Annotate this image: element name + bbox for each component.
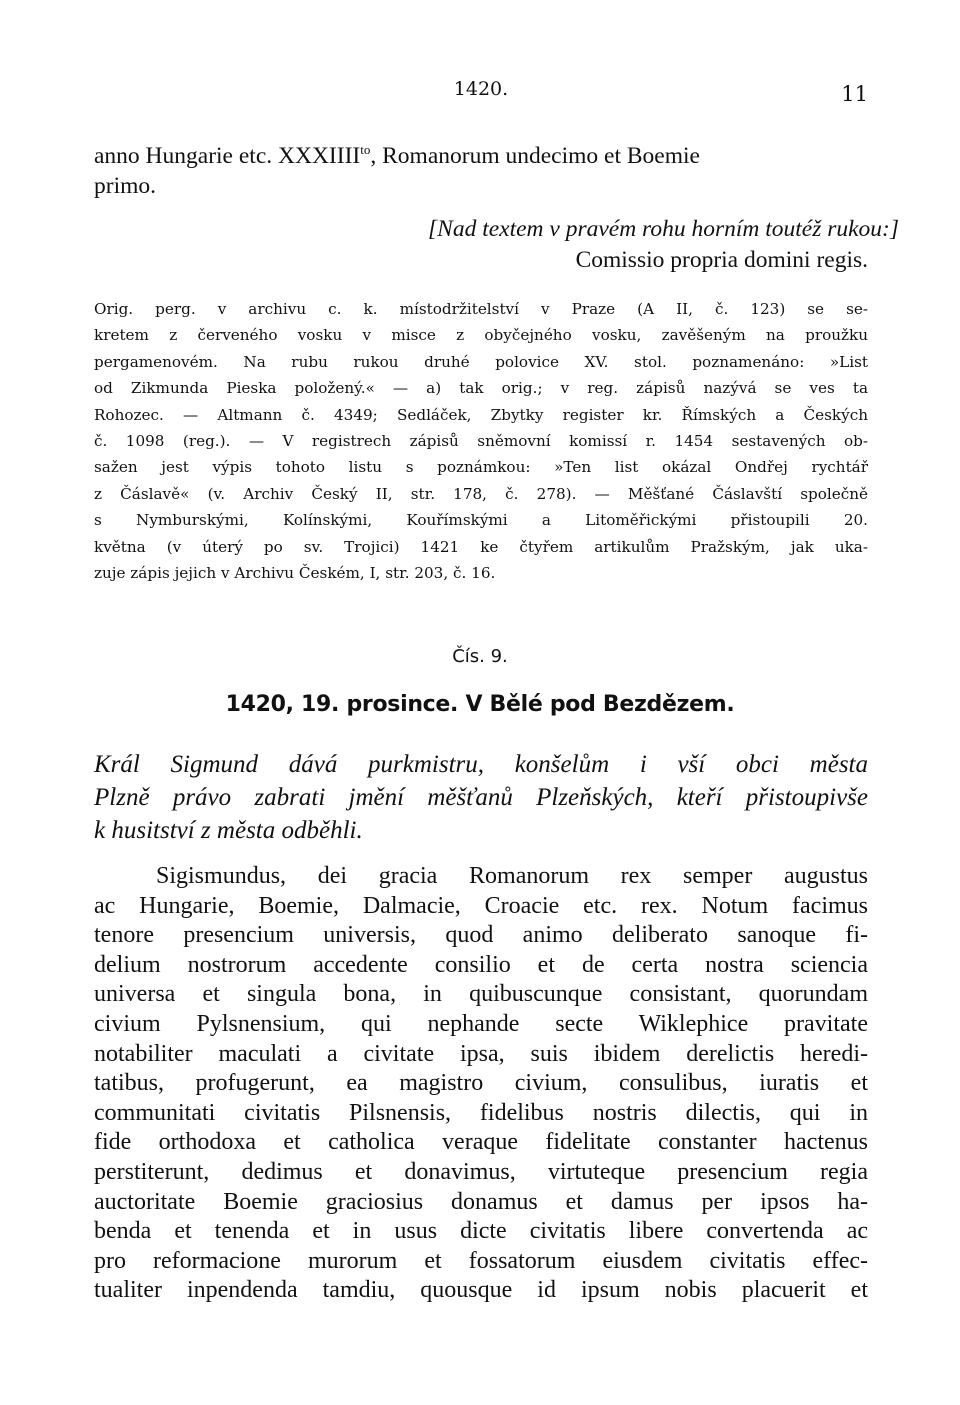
running-head xyxy=(94,78,868,108)
body-line: pro reformacione murorum et fossatorum eiusdem civitatis effec- xyxy=(94,1247,868,1274)
page-year: 1420. xyxy=(453,78,509,100)
body-line: tatibus, profugerunt, ea magistro civium, consulibus, iuratis et xyxy=(94,1070,868,1097)
document-heading: 1420, 19. prosince. V Bělé pod Bezdězem. xyxy=(225,692,735,717)
regest-line: k husitství z města odběhli. xyxy=(94,817,363,844)
note-line: Orig. perg. v archivu c. k. místodržitelství v Praze (A II, č. 123) se se- xyxy=(94,300,868,318)
note-line: s Nymburskými, Kolínskými, Kouřímskými a Litoměřickými přistoupili 20. xyxy=(94,511,868,530)
note-line: zuje zápis jejich v Archivu Českém, I, str. 203, č. 16. xyxy=(94,564,496,583)
source-notes xyxy=(94,296,868,586)
regest xyxy=(94,748,868,847)
note-line: kretem z červeného vosku v misce z obyčejného vosku, zavěšeným na proužku xyxy=(94,326,868,345)
endorsement-text: Comissio propria domini regis. xyxy=(575,247,868,273)
previous-document-closing xyxy=(94,142,868,201)
body-line: ac Hungarie, Boemie, Dalmacie, Croacie etc. rex. Notum facimus xyxy=(94,892,868,919)
body-line: universa et singula bona, in quibuscunque consistant, quorundam xyxy=(94,981,868,1008)
body-line: notabiliter maculati a civitate ipsa, suis ibidem derelictis heredi- xyxy=(94,1040,868,1067)
regest-line: Král Sigmund dává purkmistru, konšelům i vší obci města xyxy=(94,751,868,778)
body-line: auctoritate Boemie graciosius donamus et damus per ipsos ha- xyxy=(94,1188,868,1215)
note-line: Rohozec. — Altmann č. 4349; Sedláček, Zbytky register kr. Římských a Českých xyxy=(94,405,868,424)
note-line: května (v úterý po sv. Trojici) 1421 ke čtyřem artikulům Pražským, jak uka- xyxy=(94,537,868,556)
body-line: tualiter inpendenda tamdiu, quousque id ipsum nobis placuerit et xyxy=(94,1277,868,1304)
body-line: benda et tenenda et in usus dicte civitatis libere convertenda ac xyxy=(94,1218,868,1245)
note-line: sažen jest výpis tohoto listu s poznámkou: »Ten list okázal Ondřej rychtář xyxy=(94,458,868,477)
note-line: pergamenovém. Na rubu rukou druhé polovice XV. stol. poznamenáno: »List xyxy=(94,352,868,371)
body-line: civium Pylsnensium, qui nephande secte Wiklephice pravitate xyxy=(94,1010,868,1037)
body-line: delium nostrorum accedente consilio et de certa nostra sciencia xyxy=(94,951,868,978)
body-line: fide orthodoxa et catholica veraque fidelitate constanter hactenus xyxy=(94,1129,868,1156)
body-line: tenore presencium universis, quod animo deliberato sanoque fi- xyxy=(94,922,868,949)
note-line: z Čáslavě« (v. Archiv Český II, str. 178, č. 278). — Měšťané Čáslavští společně xyxy=(94,484,868,503)
body-line: Sigismundus, dei gracia Romanorum rex semper augustus xyxy=(156,863,868,889)
regest-line: Plzně právo zabrati jmění měšťanů Plzeňských, kteří přistoupivše xyxy=(94,784,868,811)
note-line: č. 1098 (reg.). — V registrech zápisů sněmovní komissí r. 1454 sestavených ob- xyxy=(94,432,868,451)
page-number: 11 xyxy=(841,82,868,106)
note-line: od Zikmunda Pieska položený.« — a) tak orig.; v reg. zápisů nazývá se ves ta xyxy=(94,379,868,398)
document-body xyxy=(94,862,868,1306)
document-number: Čís. 9. xyxy=(452,646,508,667)
endorsement-note: [Nad textem v pravém rohu horním toutéž rukou:] xyxy=(428,216,900,242)
closing-line: primo. xyxy=(94,172,157,199)
body-line: communitati civitatis Pilsnensis, fidelibus nostris dilectis, qui in xyxy=(94,1099,868,1126)
closing-line: anno Hungarie etc. $XXXIIII^{to}$, Romanorum undecimo et Boemie xyxy=(94,142,700,169)
endorsement xyxy=(94,214,900,276)
body-line: perstiterunt, dedimus et donavimus, virtuteque presencium regia xyxy=(94,1158,868,1185)
